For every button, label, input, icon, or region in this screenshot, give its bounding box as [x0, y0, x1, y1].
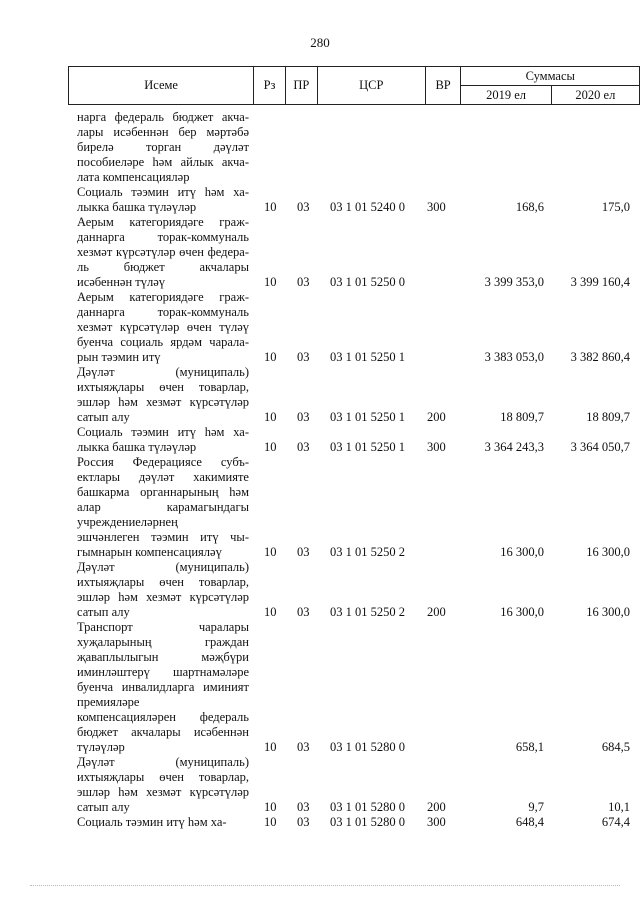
description-line: учреждениеләрнең — [77, 515, 178, 529]
description-line: башкарма органнарының һәм — [77, 485, 249, 499]
description-line: исәбеннән түләү — [77, 275, 166, 289]
description-line: ихтыяҗлары өчен товарлар, — [77, 380, 249, 394]
row-description — [77, 365, 249, 425]
description-line: лыкка башка түләүләр — [77, 200, 197, 214]
description-line: Дәүләт (муниципаль) — [77, 755, 249, 769]
rz-code: 10 — [264, 350, 277, 364]
description-line: эшләр һәм хезмәт күрсәтүләр — [77, 785, 249, 799]
rz-code: 10 — [264, 200, 277, 214]
csr-code: 03 1 01 5250 2 — [330, 605, 405, 619]
description-line: Дәүләт (муниципаль) — [77, 365, 249, 379]
description-line: компенсацияләрен федераль — [77, 710, 249, 724]
amount-2019: 9,7 — [528, 800, 544, 814]
description-line: гымнарын компенсацияләү — [77, 545, 222, 559]
header-name: Исеме — [69, 67, 254, 105]
vr-code: 300 — [427, 440, 446, 454]
description-line: буенча инвалидларга иминият — [77, 680, 249, 694]
row-description — [77, 185, 249, 215]
amount-2019: 3 364 243,3 — [484, 440, 544, 454]
description-line: буенча социаль ярдәм чарала- — [77, 335, 249, 349]
description-line: хезмәт күрсәтүләр өчен федера- — [77, 245, 249, 259]
csr-code: 03 1 01 5280 0 — [330, 815, 405, 829]
description-line: Транспорт чаралары — [77, 620, 249, 634]
rz-code: 10 — [264, 740, 277, 754]
description-line: Социаль тәэмин итү һәм ха- — [77, 425, 249, 439]
row-description — [77, 290, 249, 365]
table-row — [0, 365, 640, 425]
table-row — [0, 755, 640, 815]
row-description — [77, 110, 249, 185]
rz-code: 10 — [264, 410, 277, 424]
amount-2020: 18 809,7 — [586, 410, 630, 424]
header-year-2020: 2020 ел — [551, 86, 639, 105]
table-row — [0, 620, 640, 755]
description-line: Дәүләт (муниципаль) — [77, 560, 249, 574]
table-row — [0, 185, 640, 215]
amount-2019: 658,1 — [515, 740, 544, 754]
pr-code: 03 — [297, 440, 310, 454]
pr-code: 03 — [297, 350, 310, 364]
rz-code: 10 — [264, 800, 277, 814]
description-line: Аерым категориядәге граж- — [77, 290, 249, 304]
description-line: бюджет акчалары исәбеннән — [77, 725, 249, 739]
description-line: лата компенсацияләр — [77, 170, 190, 184]
vr-code: 300 — [427, 815, 446, 829]
csr-code: 03 1 01 5280 0 — [330, 740, 405, 754]
description-line: алар карамагындагы — [77, 500, 249, 514]
pr-code: 03 — [297, 605, 310, 619]
description-line: Социаль тәэмин итү һәм ха- — [77, 185, 249, 199]
rz-code: 10 — [264, 275, 277, 289]
vr-code: 200 — [427, 800, 446, 814]
description-line: эшләр һәм хезмәт күрсәтүләр — [77, 395, 249, 409]
table-row — [0, 425, 640, 455]
row-description — [77, 425, 249, 455]
description-line: эшләр һәм хезмәт күрсәтүләр — [77, 590, 249, 604]
table-row — [0, 815, 640, 830]
csr-code: 03 1 01 5250 2 — [330, 545, 405, 559]
pr-code: 03 — [297, 800, 310, 814]
header-csr: ЦСР — [317, 67, 425, 105]
amount-2020: 684,5 — [601, 740, 630, 754]
rz-code: 10 — [264, 440, 277, 454]
table-row — [0, 560, 640, 620]
rz-code: 10 — [264, 545, 277, 559]
description-line: ектлары дәүләт хакимияте — [77, 470, 249, 484]
amount-2020: 3 364 050,7 — [570, 440, 630, 454]
rz-code: 10 — [264, 605, 277, 619]
page-number: 280 — [310, 35, 330, 50]
description-line: лыкка башка түләүләр — [77, 440, 197, 454]
row-description — [77, 455, 249, 560]
description-line: Социаль тәэмин итү һәм ха- — [77, 815, 227, 829]
row-description — [77, 755, 249, 815]
description-line: түләүләр — [77, 740, 125, 754]
amount-2020: 175,0 — [601, 200, 630, 214]
description-line: сатып алу — [77, 605, 130, 619]
amount-2019: 18 809,7 — [500, 410, 544, 424]
description-line: бирелә торган дәүләт — [77, 140, 249, 154]
vr-code: 200 — [427, 605, 446, 619]
amount-2020: 3 382 860,4 — [570, 350, 630, 364]
header-pr: ПР — [285, 67, 317, 105]
description-line: даннарга торак-коммуналь — [77, 305, 249, 319]
description-line: даннарга торак-коммуналь — [77, 230, 249, 244]
row-description — [77, 620, 249, 755]
amount-2020: 10,1 — [608, 800, 630, 814]
header-rz: Рз — [254, 67, 286, 105]
description-line: Россия Федерациясе субъ- — [77, 455, 249, 469]
header-sums: Суммасы — [461, 67, 640, 86]
csr-code: 03 1 01 5240 0 — [330, 200, 405, 214]
description-line: премияләре — [77, 695, 140, 709]
description-line: эшчәнлеген тәэмин итү чы- — [77, 530, 249, 544]
description-line: ихтыяҗлары өчен товарлар, — [77, 575, 249, 589]
description-line: рын тәэмин итү — [77, 350, 161, 364]
amount-2019: 648,4 — [515, 815, 544, 829]
csr-code: 03 1 01 5250 0 — [330, 275, 405, 289]
bottom-divider — [30, 885, 620, 887]
header-vr: ВР — [425, 67, 461, 105]
description-line: лары исәбеннән бер мәртәбә — [77, 125, 249, 139]
description-line: ль бюджет акчалары — [77, 260, 249, 274]
vr-code: 200 — [427, 410, 446, 424]
description-line: хуҗаларының граждан — [77, 635, 249, 649]
pr-code: 03 — [297, 815, 310, 829]
amount-2020: 16 300,0 — [586, 545, 630, 559]
table-header — [68, 66, 640, 105]
amount-2020: 3 399 160,4 — [570, 275, 630, 289]
amount-2019: 168,6 — [515, 200, 544, 214]
csr-code: 03 1 01 5250 1 — [330, 350, 405, 364]
csr-code: 03 1 01 5250 1 — [330, 440, 405, 454]
header-year-2019: 2019 ел — [461, 86, 551, 105]
row-description — [77, 560, 249, 620]
description-line: нарга федераль бюджет акча- — [77, 110, 249, 124]
vr-code: 300 — [427, 200, 446, 214]
csr-code: 03 1 01 5250 1 — [330, 410, 405, 424]
table-row — [0, 290, 640, 365]
row-description — [77, 815, 249, 830]
pr-code: 03 — [297, 545, 310, 559]
description-line: хезмәт күрсәтүләр өчен түләү — [77, 320, 249, 334]
row-description — [77, 215, 249, 290]
table-row — [0, 215, 640, 290]
rz-code: 10 — [264, 815, 277, 829]
description-line: пособиеләре һәм айлык акча- — [77, 155, 249, 169]
table-row — [0, 455, 640, 560]
description-line: Аерым категориядәге граж- — [77, 215, 249, 229]
amount-2020: 16 300,0 — [586, 605, 630, 619]
pr-code: 03 — [297, 200, 310, 214]
amount-2019: 3 399 353,0 — [484, 275, 544, 289]
description-line: сатып алу — [77, 410, 130, 424]
amount-2019: 16 300,0 — [500, 545, 544, 559]
amount-2019: 3 383 053,0 — [484, 350, 544, 364]
description-line: сатып алу — [77, 800, 130, 814]
description-line: җаваплылыгын мәҗбүри — [77, 650, 249, 664]
table-row — [0, 110, 640, 185]
pr-code: 03 — [297, 275, 310, 289]
pr-code: 03 — [297, 740, 310, 754]
pr-code: 03 — [297, 410, 310, 424]
description-line: ихтыяҗлары өчен товарлар, — [77, 770, 249, 784]
csr-code: 03 1 01 5280 0 — [330, 800, 405, 814]
description-line: иминләштерү шартнамәләре — [77, 665, 249, 679]
amount-2020: 674,4 — [601, 815, 630, 829]
amount-2019: 16 300,0 — [500, 605, 544, 619]
